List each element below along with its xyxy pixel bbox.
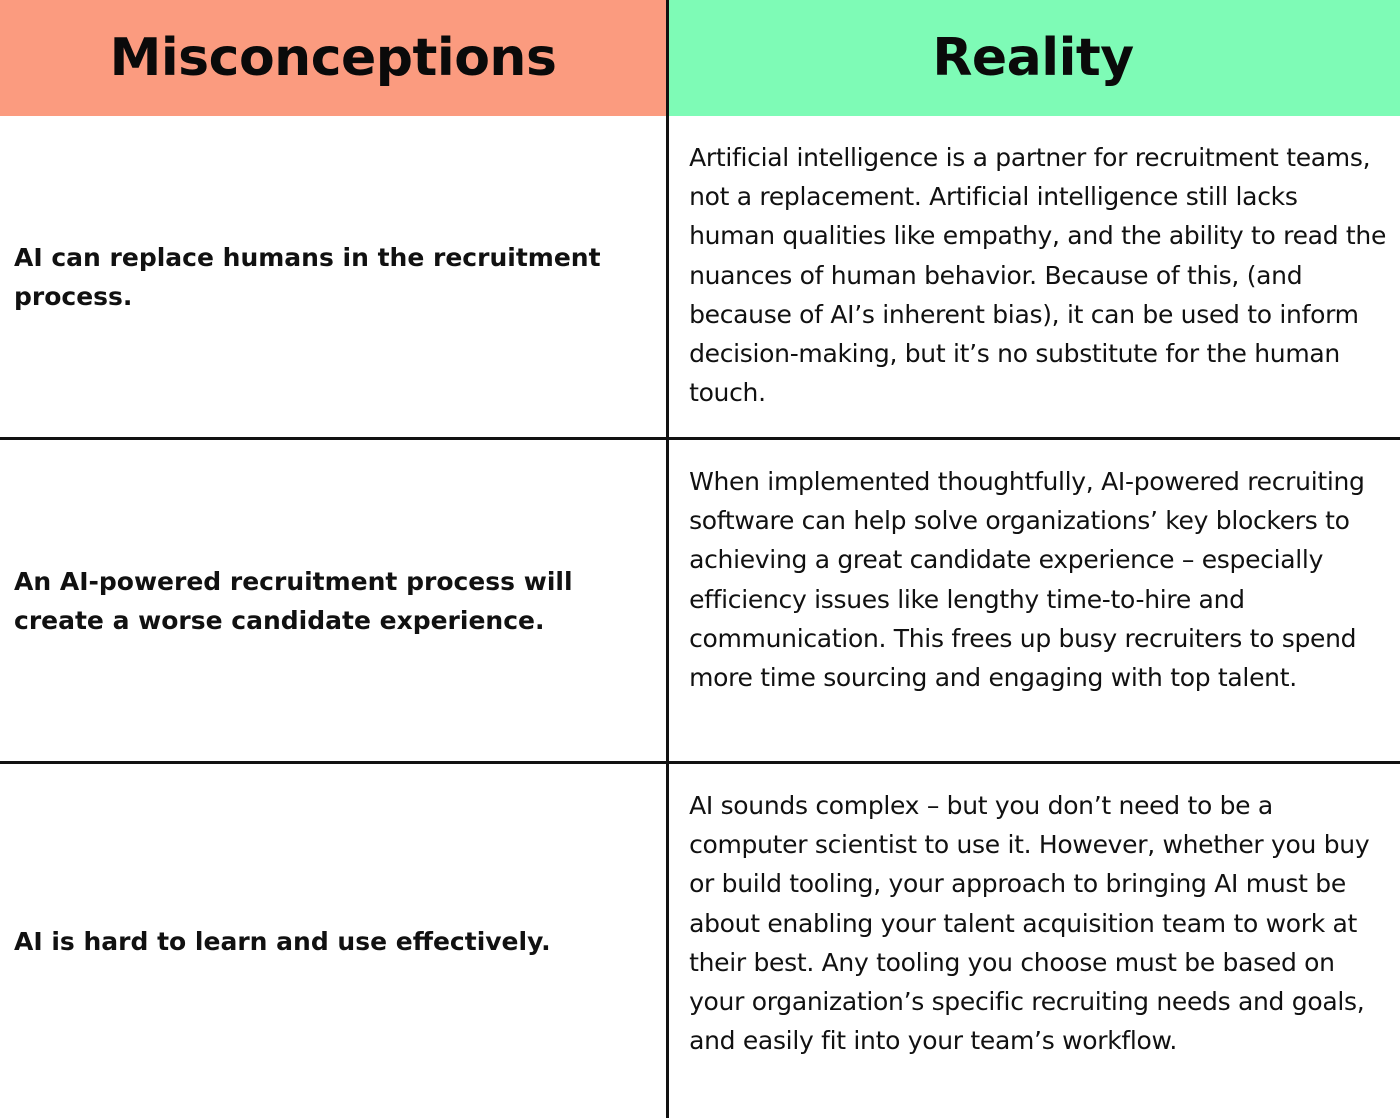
misconception-cell — [0, 764, 665, 1118]
reality-text: AI sounds complex – but you don’t need to be a computer scientist to use it. However, whether you buy or build tooling, your approach to bringing AI must be about enabling your talent acquisition team to work at their best. Any tooling you choose must be based on your organization’s specific recruiting needs and goals, and easily fit into your team’s workflow. — [689, 791, 1370, 1056]
misconception-text: AI is hard to learn and use effectively. — [14, 926, 551, 956]
reality-header-label: Reality — [932, 28, 1134, 88]
misconception-text: AI can replace humans in the recruitment process. — [14, 242, 601, 311]
reality-text: When implemented thoughtfully, AI-powered recruiting software can help solve organizations’ key blockers to achieving a great candidate experience – especially efficiency issues like lengthy time-to-hire and communication. This frees up busy recruiters to spend more time sourcing and engaging with top talent. — [689, 467, 1365, 693]
reality-cell — [667, 116, 1400, 437]
table-row — [0, 116, 1400, 437]
table-header-row — [0, 0, 1400, 116]
reality-cell — [667, 764, 1400, 1118]
misconceptions-header-label: Misconceptions — [109, 28, 557, 88]
misconception-cell — [0, 440, 665, 761]
reality-cell — [667, 440, 1400, 761]
column-divider — [666, 0, 669, 1118]
reality-text: Artificial intelligence is a partner for recruitment teams, not a replacement. Artificial intelligence still lacks human qualities like empathy, and the ability to read the nuances of human behavior. Because of this, (and because of AI’s inherent bias), it can be used to inform decision-making, but it’s no substitute for the human touch. — [689, 143, 1387, 408]
table-row — [0, 764, 1400, 1118]
misconception-cell — [0, 116, 665, 437]
misconceptions-header — [0, 0, 666, 116]
table-row — [0, 440, 1400, 761]
reality-header — [666, 0, 1400, 116]
misconception-text: An AI-powered recruitment process will create a worse candidate experience. — [14, 566, 573, 635]
